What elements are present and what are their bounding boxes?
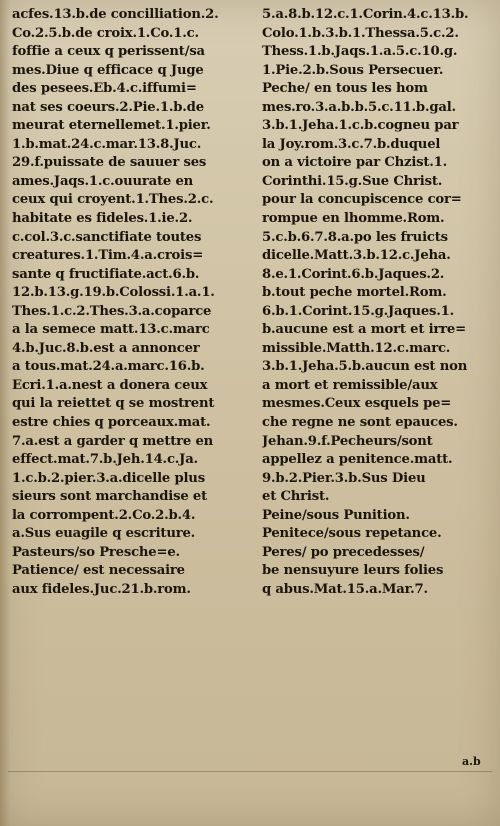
text-line: c.col.3.c.sanctifiate toutes xyxy=(12,229,202,245)
text-line: Co.2.5.b.de croix.1.Co.1.c. xyxy=(12,25,199,41)
text-line: 1.c.b.2.pier.3.a.dicelle plus xyxy=(12,470,205,486)
text-line: 1.b.mat.24.c.mar.13.8.Juc. xyxy=(12,136,202,152)
text-line: Ecri.1.a.nest a donera ceux xyxy=(12,377,208,393)
page-gutter-shadow xyxy=(0,0,10,826)
text-line: 7.a.est a garder q mettre en xyxy=(12,433,214,449)
text-line: a la semece matt.13.c.marc xyxy=(12,322,210,338)
text-line: Pasteurs/so Presche=e. xyxy=(12,544,180,560)
text-line: habitate es fideles.1.ie.2. xyxy=(12,211,193,227)
text-line: a tous.mat.24.a.marc.16.b. xyxy=(12,359,205,375)
text-line: 3.b.1.Jeha.5.b.aucun est non xyxy=(262,359,468,375)
text-line: Colo.1.b.3.b.1.Thessa.5.c.2. xyxy=(262,25,459,41)
text-line: 8.e.1.Corint.6.b.Jaques.2. xyxy=(262,266,445,282)
text-line: la Joy.rom.3.c.7.b.duquel xyxy=(262,136,441,152)
text-line: Penitece/sous repetance. xyxy=(262,526,442,542)
text-line: mesmes.Ceux esquels pe= xyxy=(262,396,452,412)
text-line: che regne ne sont epauces. xyxy=(262,415,458,431)
text-line: estre chies q porceaux.mat. xyxy=(12,415,211,431)
text-line: a mort et remissible/aux xyxy=(262,377,438,393)
text-line: 3.b.1.Jeha.1.c.b.cogneu par xyxy=(262,118,459,134)
text-line: pour la concupiscence cor= xyxy=(262,192,462,208)
text-line: foffie a ceux q perissent/sa xyxy=(12,44,205,60)
text-line: creatures.1.Tim.4.a.crois= xyxy=(12,248,204,264)
text-line: Corinthi.15.g.Sue Christ. xyxy=(262,173,443,189)
text-line: 12.b.13.g.19.b.Colossi.1.a.1. xyxy=(12,285,215,301)
text-line: 9.b.2.Pier.3.b.Sus Dieu xyxy=(262,470,426,486)
text-line: mes.Diue q efficace q Juge xyxy=(12,62,204,78)
text-line: nat ses coeurs.2.Pie.1.b.de xyxy=(12,99,204,115)
text-line: 5.a.8.b.12.c.1.Corin.4.c.13.b. xyxy=(262,7,469,22)
text-line: 1.Pie.2.b.Sous Persecuer. xyxy=(262,62,444,78)
text-line: be nensuyure leurs folies xyxy=(262,563,444,579)
text-line: mes.ro.3.a.b.b.5.c.11.b.gal. xyxy=(262,99,456,115)
text-line: acfes.13.b.de concilliation.2. xyxy=(12,7,219,22)
text-line: appellez a penitence.matt. xyxy=(262,452,453,468)
left-text-column xyxy=(12,6,257,600)
text-line: Thes.1.c.2.Thes.3.a.coparce xyxy=(12,303,212,319)
text-line: ceux qui croyent.1.Thes.2.c. xyxy=(12,192,214,208)
text-line: la corrompent.2.Co.2.b.4. xyxy=(12,507,196,523)
text-line: Peres/ po precedesses/ xyxy=(262,544,425,560)
text-line: 5.c.b.6.7.8.a.po les fruicts xyxy=(262,229,448,245)
text-line: et Christ. xyxy=(262,489,330,505)
text-line: qui la reiettet q se mostrent xyxy=(12,396,215,412)
text-line: b.aucune est a mort et irre= xyxy=(262,322,466,338)
right-text-column xyxy=(262,6,490,600)
text-line: missible.Matth.12.c.marc. xyxy=(262,340,451,356)
text-line: sieurs sont marchandise et xyxy=(12,489,207,505)
text-line: ames.Jaqs.1.c.ouurate en xyxy=(12,173,194,189)
bottom-rule xyxy=(8,771,492,772)
text-line: des pesees.Eb.4.c.iffumi= xyxy=(12,81,197,97)
text-line: sante q fructifiate.act.6.b. xyxy=(12,266,200,282)
text-line: meurat eternellemet.1.pier. xyxy=(12,118,211,134)
text-line: Peine/sous Punition. xyxy=(262,507,410,523)
text-line: on a victoire par Chzist.1. xyxy=(262,155,448,171)
text-line: aux fideles.Juc.21.b.rom. xyxy=(12,581,191,597)
text-line: a.Sus euagile q escriture. xyxy=(12,526,196,542)
text-line: q abus.Mat.15.a.Mar.7. xyxy=(262,581,428,597)
text-line: 4.b.Juc.8.b.est a annoncer xyxy=(12,340,200,356)
folio-signature: a.b xyxy=(462,755,481,768)
text-line: 6.b.1.Corint.15.g.Jaques.1. xyxy=(262,303,454,319)
text-line: Thess.1.b.Jaqs.1.a.5.c.10.g. xyxy=(262,44,458,60)
text-line: Peche/ en tous les hom xyxy=(262,81,428,97)
text-line: rompue en lhomme.Rom. xyxy=(262,211,445,227)
text-line: Patience/ est necessaire xyxy=(12,563,185,579)
text-line: b.tout peche mortel.Rom. xyxy=(262,285,447,301)
text-line: dicelle.Matt.3.b.12.c.Jeha. xyxy=(262,248,451,264)
text-line: Jehan.9.f.Pecheurs/sont xyxy=(262,433,433,449)
text-line: effect.mat.7.b.Jeh.14.c.Ja. xyxy=(12,452,198,468)
text-line: 29.f.puissate de sauuer ses xyxy=(12,155,207,171)
